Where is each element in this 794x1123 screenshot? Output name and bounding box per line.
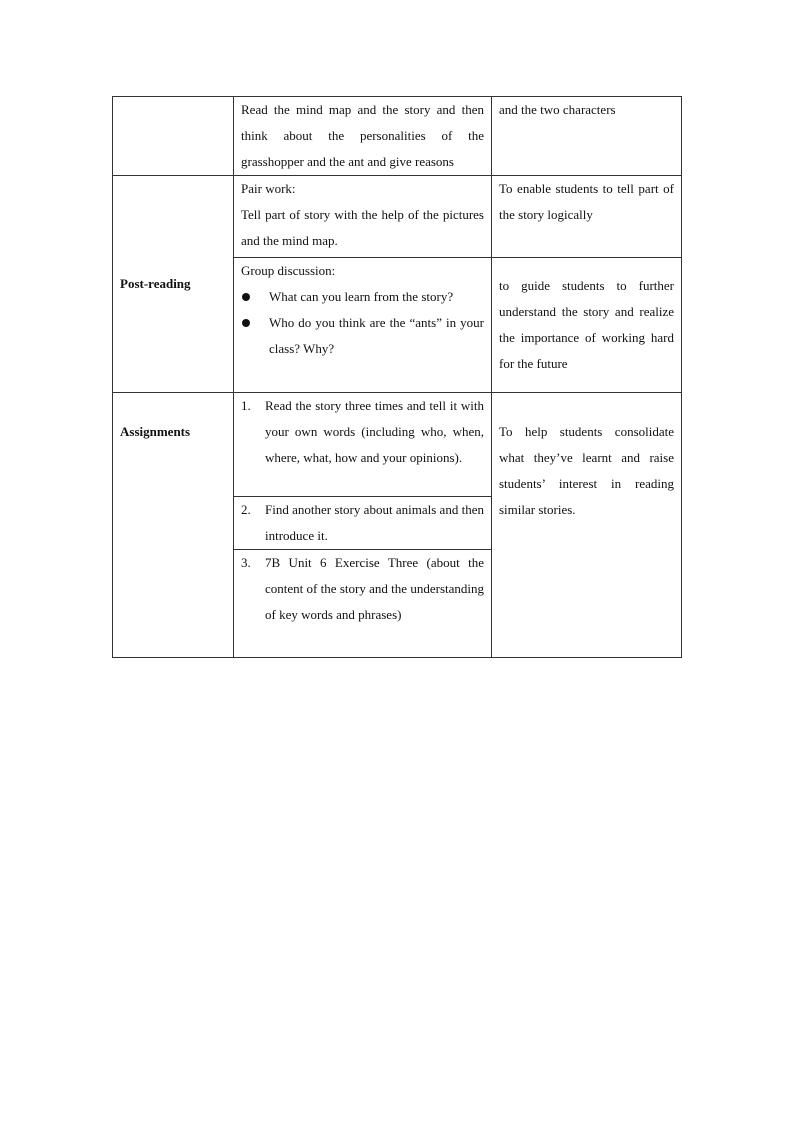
lesson-plan-table xyxy=(112,96,682,658)
pair-work-text: Tell part of story with the help of the pictures and the mind map. xyxy=(241,207,484,248)
stage-cell-assignments: Assignments xyxy=(113,393,234,658)
list-item xyxy=(241,284,484,310)
bullet-icon xyxy=(242,293,250,301)
table-row xyxy=(113,176,682,258)
objective-cell-assignments: To help students consolidate what they’ve learnt and raise students’ interest in reading similar stories. xyxy=(492,393,682,658)
table-row xyxy=(113,97,682,176)
list-item xyxy=(241,310,484,362)
assignment-cell xyxy=(234,497,492,550)
item-number: 2. xyxy=(241,502,251,517)
item-text: Read the story three times and tell it with your own words (including who, when, where, what, how and your opinions). xyxy=(265,398,484,465)
bullet-text: What can you learn from the story? xyxy=(269,289,454,304)
bullet-text: Who do you think are the “ants” in your class? Why? xyxy=(269,315,484,356)
group-discussion-title: Group discussion: xyxy=(241,263,336,278)
activity-cell: Read the mind map and the story and then think about the personalities of the grasshopper and the ant and give reasons xyxy=(234,97,492,176)
activity-cell-pair-work xyxy=(234,176,492,258)
item-number: 1. xyxy=(241,398,251,413)
activity-cell-group-discussion xyxy=(234,258,492,393)
stage-cell-empty xyxy=(113,97,234,176)
assignment-cell xyxy=(234,393,492,497)
assignment-cell xyxy=(234,550,492,658)
objective-cell-group-discussion: to guide students to further understand the story and realize the importance of working hard for the future xyxy=(492,258,682,393)
objective-cell: and the two characters xyxy=(492,97,682,176)
bullet-icon xyxy=(242,319,250,327)
item-number: 3. xyxy=(241,555,251,570)
pair-work-title: Pair work: xyxy=(241,181,296,196)
stage-cell-post-reading: Post-reading xyxy=(113,176,234,393)
discussion-bullet-list xyxy=(241,284,484,362)
assignment-item xyxy=(241,393,484,471)
table-row xyxy=(113,393,682,497)
assignment-item xyxy=(241,497,484,549)
assignment-item xyxy=(241,550,484,628)
item-text: 7B Unit 6 Exercise Three (about the content of the story and the understanding of key words and phrases) xyxy=(265,555,484,622)
objective-cell-pair-work: To enable students to tell part of the story logically xyxy=(492,176,682,258)
item-text: Find another story about animals and then introduce it. xyxy=(265,502,484,543)
